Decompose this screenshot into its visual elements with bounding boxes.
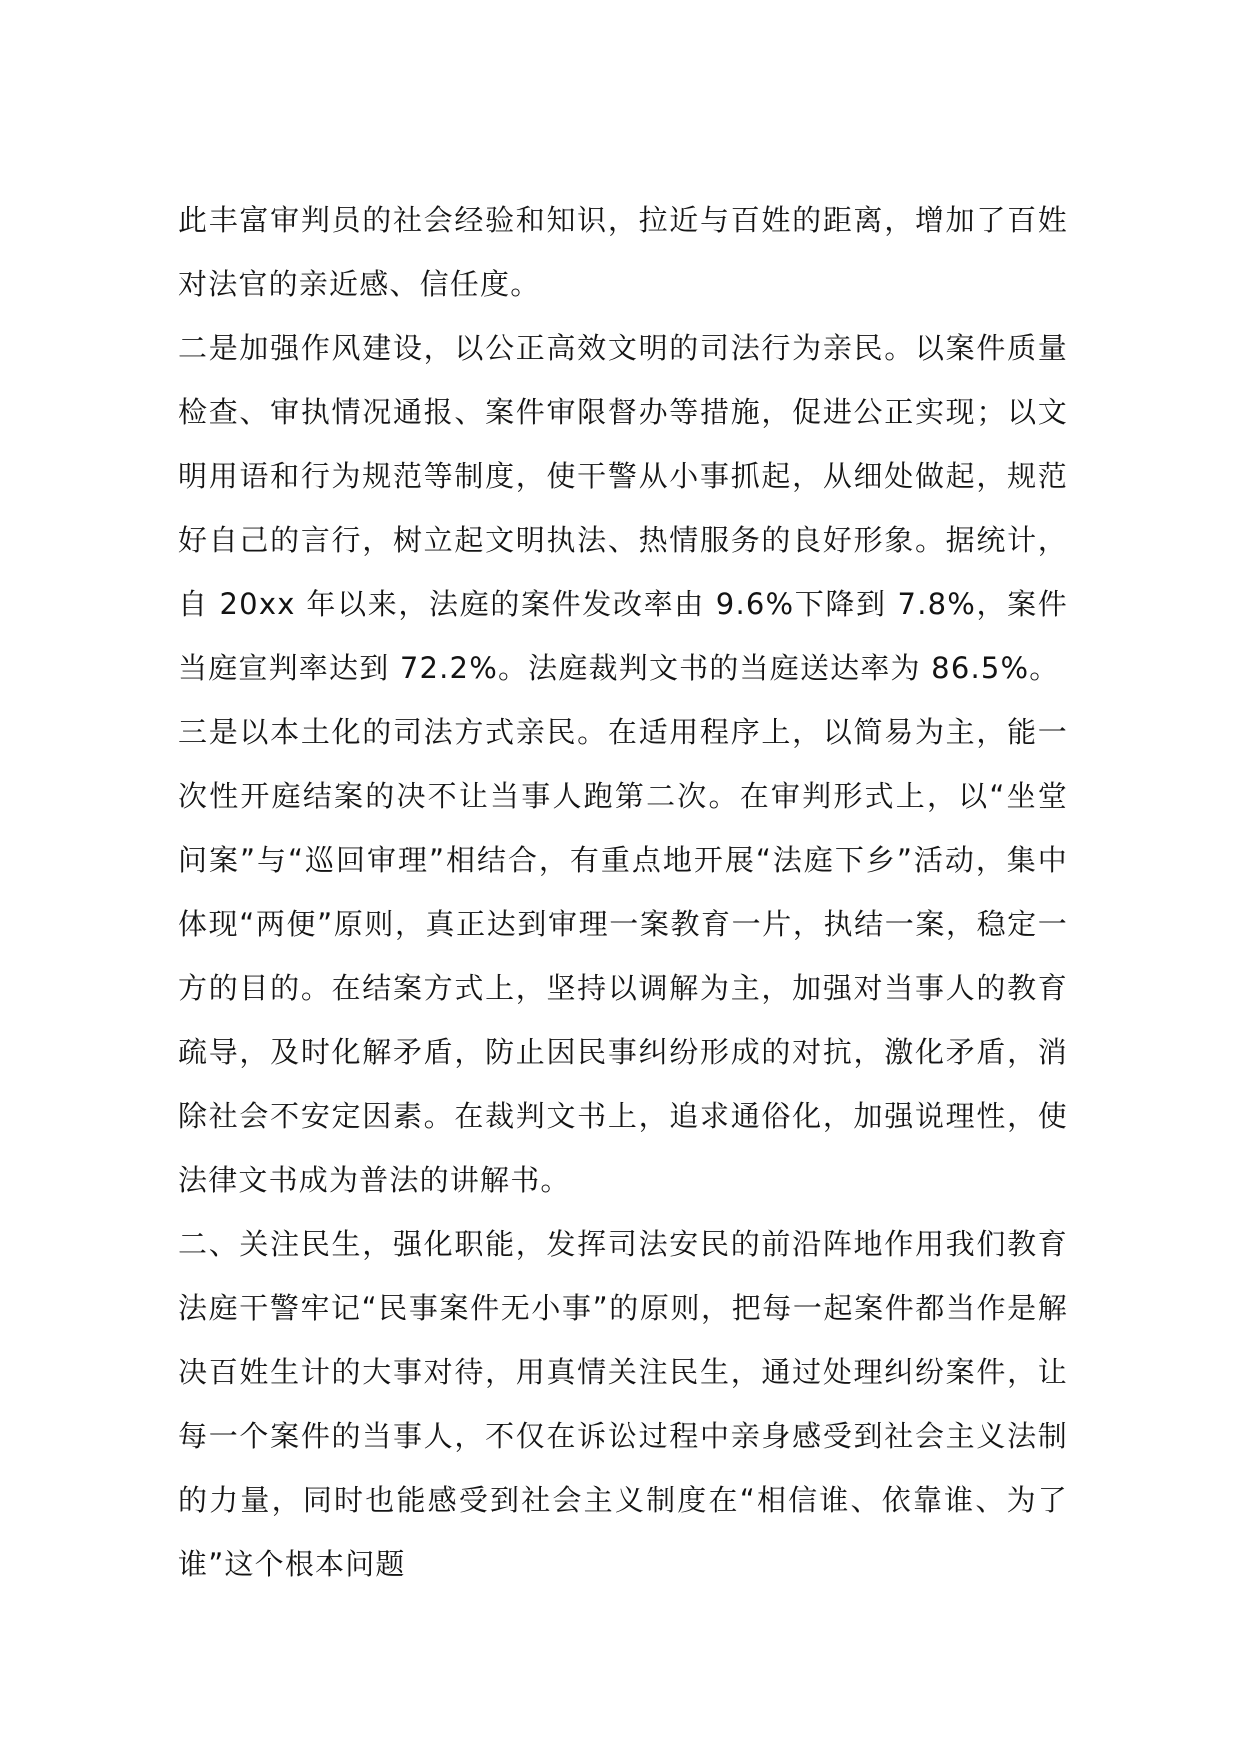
paragraph-localized-justice: 三是以本土化的司法方式亲民。在适用程序上，以简易为主，能一次性开庭结案的决不让当事人跑第二次。在审判形式上，以“坐堂问案”与“巡回审理”相结合，有重点地开展“法庭下乡”活动，集中体现“两便”原则，真正达到审理一案教育一片，执结一案，稳定一方的目的。在结案方式上，坚持以调解为主，加强对当事人的教育疏导，及时化解矛盾，防止因民事纠纷形成的对抗，激化矛盾，消除社会不安定因素。在裁判文书上，追求通俗化，加强说理性，使法律文书成为普法的讲解书。 <box>178 715 1068 1197</box>
paragraph-work-style: 二是加强作风建设，以公正高效文明的司法行为亲民。以案件质量检查、审执情况通报、案件审限督办等措施，促进公正实现；以文明用语和行为规范等制度，使干警从小事抓起，从细处做起，规范好自己的言行，树立起文明执法、热情服务的良好形象。据统计，自 20xx 年以来，法庭的案件发改率由 9.6%下降到 7.8%，案件当庭宣判率达到 72.2%。法庭裁判文书的当庭送达率为 86.5%。 <box>178 331 1068 685</box>
paragraph-continuation: 此丰富审判员的社会经验和知识，拉近与百姓的距离，增加了百姓对法官的亲近感、信任度。 <box>178 203 1068 301</box>
paragraph-livelihood: 二、关注民生，强化职能，发挥司法安民的前沿阵地作用我们教育法庭干警牢记“民事案件无小事”的原则，把每一起案件都当作是解决百姓生计的大事对待，用真情关注民生，通过处理纠纷案件，让每一个案件的当事人，不仅在诉讼过程中亲身感受到社会主义法制的力量，同时也能感受到社会主义制度在“相信谁、依靠谁、为了谁”这个根本问题 <box>178 1227 1068 1581</box>
document-body <box>178 188 1068 1596</box>
